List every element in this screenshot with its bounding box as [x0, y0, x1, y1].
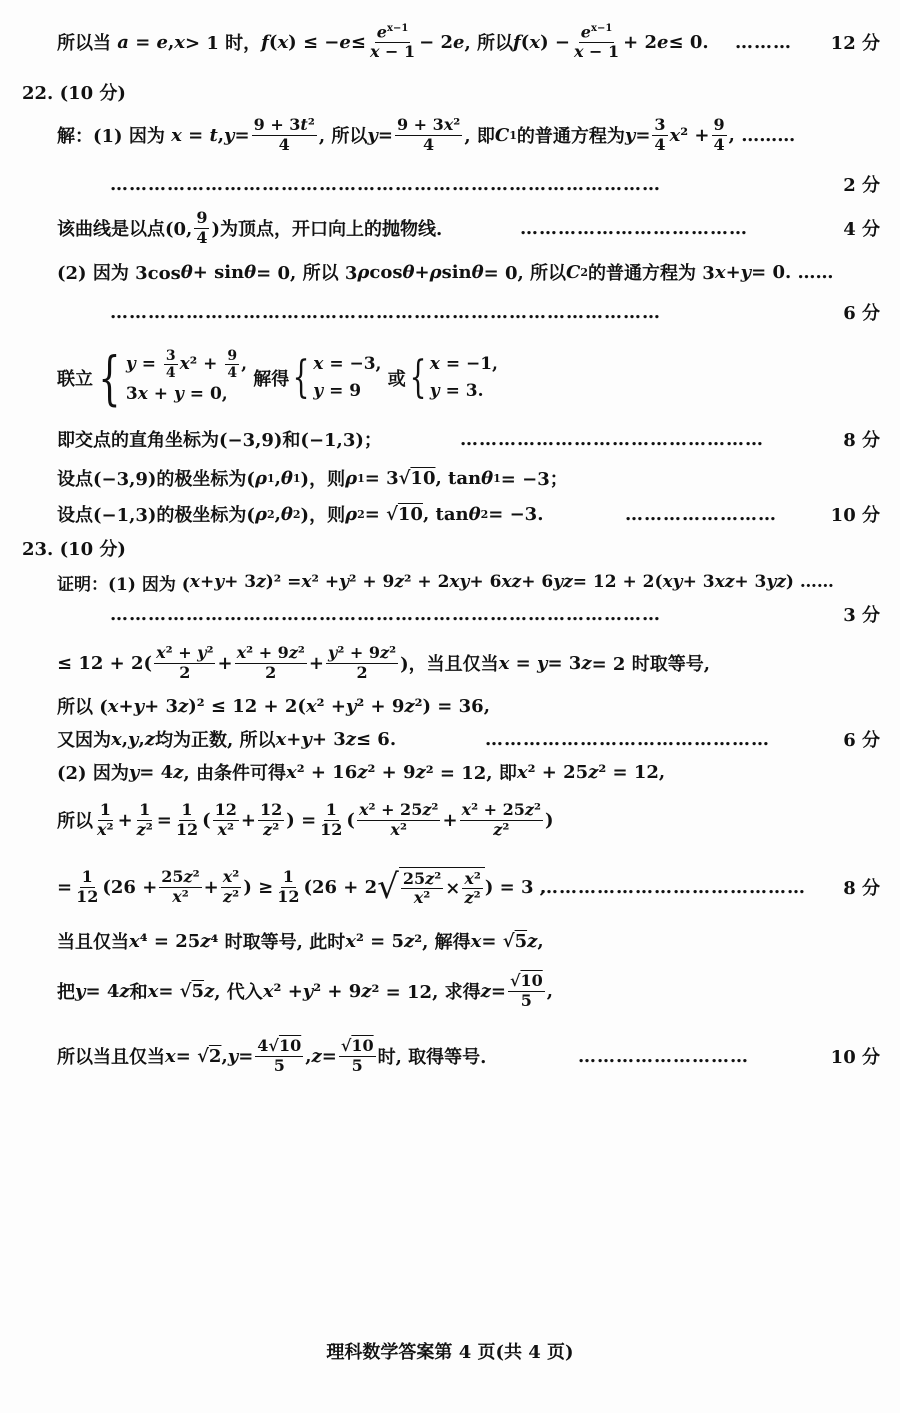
solution-line: 该曲线是以点(0, $\frac{9}{4}$ )为顶点，开口向上的抛物线. ……………………………… 4 分 — [57, 208, 880, 247]
solution-line: 即交点的直角坐标为(−3,9)和(−1,3)； ………………………………………… 8 分 — [0, 419, 900, 459]
solution-line: (2) 因为 3cos θ + sin θ = 0, 所以 3 ρ cos θ + ρ sin θ = 0, 所以 C 2 的普通方程为 3 x + y = 0. …… — [57, 261, 834, 284]
score-line: …………………………………………………………………………… 2 分 — [0, 164, 900, 204]
solution-line: 设点(−1,3)的极坐标为( ρ 2 , θ 2 )，则 ρ 2 = √ 10 , tan θ 2 = −3. …………………… 10 分 — [0, 494, 900, 534]
solution-line: 又因为 x , y , z 均为正数, 所以 x + y + 3 z ≤ 6. ……………………………………… 6 分 — [0, 719, 900, 759]
score-label: 3 分 — [843, 605, 880, 626]
solution-line: 所以 ( x + y + 3 z )² ≤ 12 + 2( x ² + y ² + 9 z ²) = 36, — [57, 695, 490, 718]
score-label: 6 分 — [843, 730, 880, 751]
solution-line: (2) 因为 y = 4 z , 由条件可得 x ² + 16 z ² + 9 z ² = 12, 即 x ² + 25 z ² = 12, — [57, 761, 666, 784]
score-label: 2 分 — [843, 175, 880, 196]
solution-line: 当且仅当 x ⁴ = 25 z ⁴ 时取等号, 此时 x ² = 5 z ², 解得 x = √ 5 z , — [57, 930, 544, 953]
solution-line: = $\frac{1}{12}$ (26 + $\frac{\text{25z²}}{\text{x²}}$ + $\frac{\text{x²}}{\text{z²}}$ ) ≥ $\frac{1}{12}$ (26 + 2 √ $\frac{\text{25z²}}{\text{x²}}$ × $\frac{\text{x²}}{\text{z²}}$ ) = 3 , …………………………………… 8 分 — [57, 867, 880, 907]
solution-line: 所以当且仅当 x = √ 2 , y = $\frac{4√10}{5}$ , z = $\frac{√10}{5}$ 时, 取得等号. ……………………… 10 分 — [0, 1033, 900, 1079]
solution-line: 设点(−3,9)的极坐标为( ρ 1 , θ 1 )，则 ρ 1 = 3√ 10 , tan θ 1 = −3； — [57, 467, 568, 490]
solution-line: 解：(1) 因为 x = t , y = $\frac{\text{9 + 3t²}}{4}$ , 所以 y = $\frac{\text{9 + 3x²}}{4}$ , 即 C 1 的普通方程为 y = $\frac{3}{4}$ x ² + $\frac{9}{4}$ , ……… — [57, 115, 796, 154]
score-label: 12 分 — [830, 33, 880, 54]
question-header: 23. (10 分) — [22, 539, 126, 560]
solution-line: 证明：(1) 因为 ( x + y + 3 z )² = x ² + y ² + 9 z ² + 2 xy + 6 xz + 6 yz = 12 + 2( xy + 3 xz + 3 yz ) …… — [57, 572, 834, 595]
score-label: 8 分 — [843, 878, 880, 899]
solution-line: 所以 $\frac{1}{\text{x²}}$ + $\frac{1}{\text{z²}}$ = $\frac{1}{12}$ ( $\frac{12}{\text{x²}}$ + $\frac{12}{\text{z²}}$ ) = $\frac{1}{12}$ ( $\frac{\text{x² + 25z²}}{\text{x²}}$ + $\frac{\text{x² + 25z²}}{\text{z²}}$ ) — [57, 800, 554, 839]
score-label: 8 分 — [843, 430, 880, 451]
score-label: 4 分 — [843, 219, 880, 240]
score-label: 10 分 — [830, 1047, 880, 1068]
page-footer: 理科数学答案第 4 页(共 4 页) — [326, 1342, 574, 1363]
solution-line: 所以当 a = e , x > 1 时， f ( x ) ≤ − e ≤ $\frac{e^{x-1}}{x - 1}$ − 2 e , 所以 f ( x ) − $\frac{e^{x-1}}{x - 1}$ + 2 e ≤ 0. ……… 12 分 — [57, 22, 880, 61]
score-line: …………………………………………………………………………… 3 分 — [0, 594, 900, 634]
score-label: 10 分 — [830, 505, 880, 526]
solution-line: ≤ 12 + 2( $\frac{\text{x² + y²}}{2}$ + $\frac{\text{x² + 9z²}}{2}$ + $\frac{\text{y² + 9z²}}{2}$ )，当且仅当 x = y = 3 z = 2 时取等号, — [57, 643, 710, 682]
score-line: …………………………………………………………………………… 6 分 — [0, 292, 900, 332]
score-label: 6 分 — [843, 303, 880, 324]
solution-line: 联立 { y = $\frac{3}{4}$ x² + $\frac{9}{4}$ , 3x + y = 0, 解得 { x = −3, y = 9 或 { x = −1, y = 3. — [57, 344, 498, 412]
solution-line: 把 y = 4 z 和 x = √ 5 z , 代入 x ² + y ² + 9 z ² = 12, 求得 z = $\frac{√10}{5}$ , — [57, 971, 553, 1010]
question-header: 22. (10 分) — [22, 83, 126, 104]
